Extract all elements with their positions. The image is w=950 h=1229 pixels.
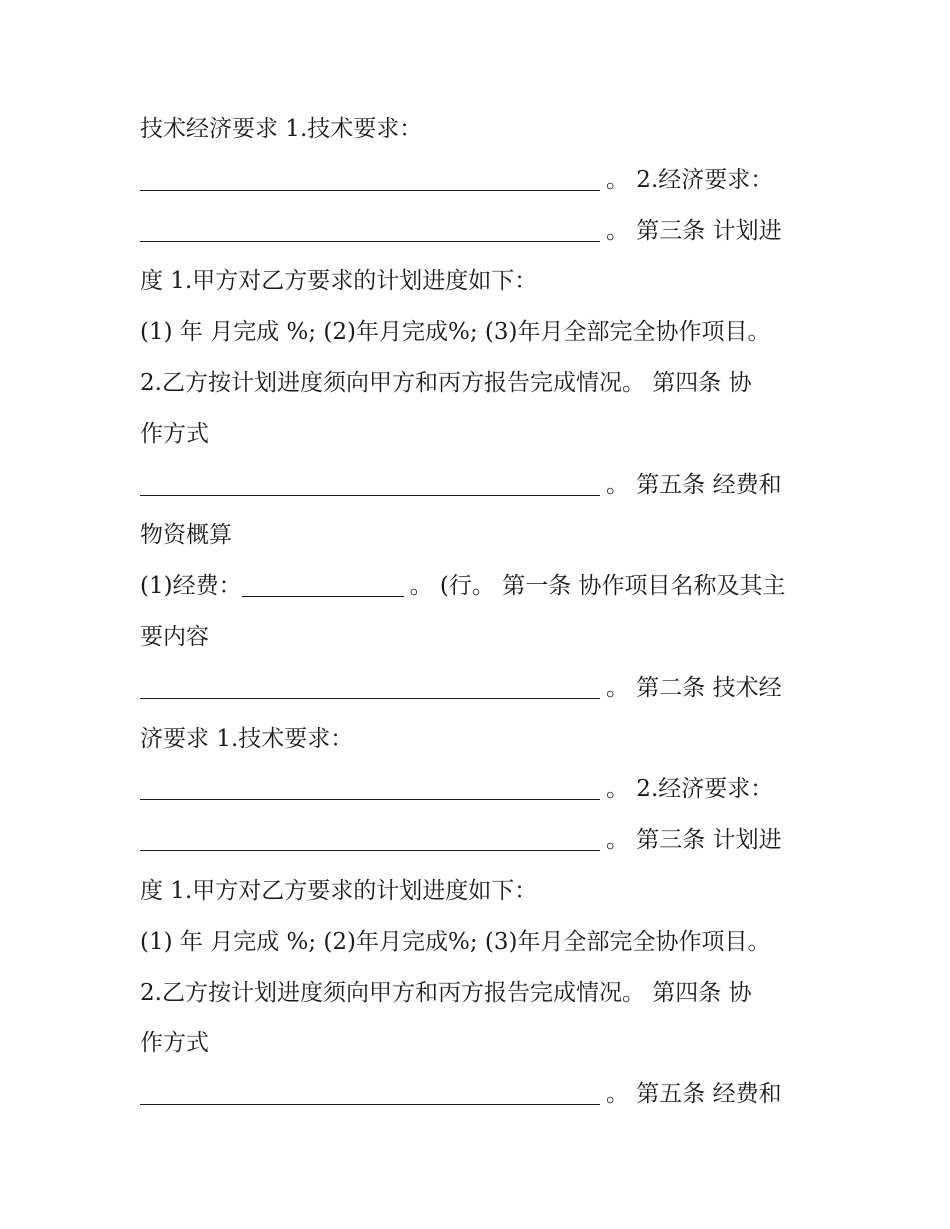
fill-in-blank [140,1074,600,1105]
fill-in-blank [140,769,600,800]
text-line [140,612,820,663]
line-text: (1) 年 月完成 %; (2)年月完成%; (3)年月全部完全协作项目。 [140,319,771,346]
text-line [140,968,820,1019]
line-text: 物资概算 [140,522,232,549]
line-text: 技术经济要求 1.技术要求： [140,116,423,142]
line-text: 度 1.甲方对乙方要求的计划进度如下： [140,877,538,904]
line-text: 作方式 [140,1030,209,1057]
document-body [140,104,820,1120]
text-line [140,206,820,257]
text-line [140,1018,820,1069]
text-line [140,663,820,714]
text-line [140,155,820,206]
text-line [140,510,820,561]
text-line [140,815,820,866]
line-text: 济要求 1.技术要求： [140,725,354,752]
line-text: 2.乙方按计划进度须向甲方和丙方报告完成情况。 第四条 协 [140,979,752,1006]
fill-in-blank [140,160,600,191]
line-text: 。 (行。 第一条 协作项目名称及其主 [409,573,786,600]
text-line [140,714,820,765]
fill-in-blank [140,668,600,699]
line-text: 。 第三条 计划进 [606,217,782,244]
text-line [140,104,820,155]
line-text: 2.乙方按计划进度须向甲方和丙方报告完成情况。 第四条 协 [140,369,752,396]
text-line [140,764,820,815]
text-line [140,1069,820,1120]
fill-in-blank [140,820,600,851]
line-text: 。 第三条 计划进 [606,827,782,854]
line-text: 作方式 [140,420,209,447]
fill-in-blank [242,566,404,597]
line-text: (1) 年 月完成 %; (2)年月完成%; (3)年月全部完全协作项目。 [140,928,771,955]
line-text: 。 第二条 技术经 [606,674,782,701]
text-line [140,866,820,917]
line-text: 。 2.经济要求： [606,166,774,193]
text-line [140,460,820,511]
fill-in-blank [140,465,600,496]
text-line [140,561,820,612]
text-line [140,917,820,968]
line-text: (1)经费： [140,573,242,600]
line-text: 要内容 [140,623,209,650]
line-text: 度 1.甲方对乙方要求的计划进度如下： [140,268,538,295]
text-line [140,358,820,409]
line-text: 。 第五条 经费和 [606,1081,782,1108]
fill-in-blank [140,211,600,242]
text-line [140,409,820,460]
line-text: 。 2.经济要求： [606,776,774,803]
text-line [140,307,820,358]
line-text: 。 第五条 经费和 [606,471,782,498]
text-line [140,256,820,307]
